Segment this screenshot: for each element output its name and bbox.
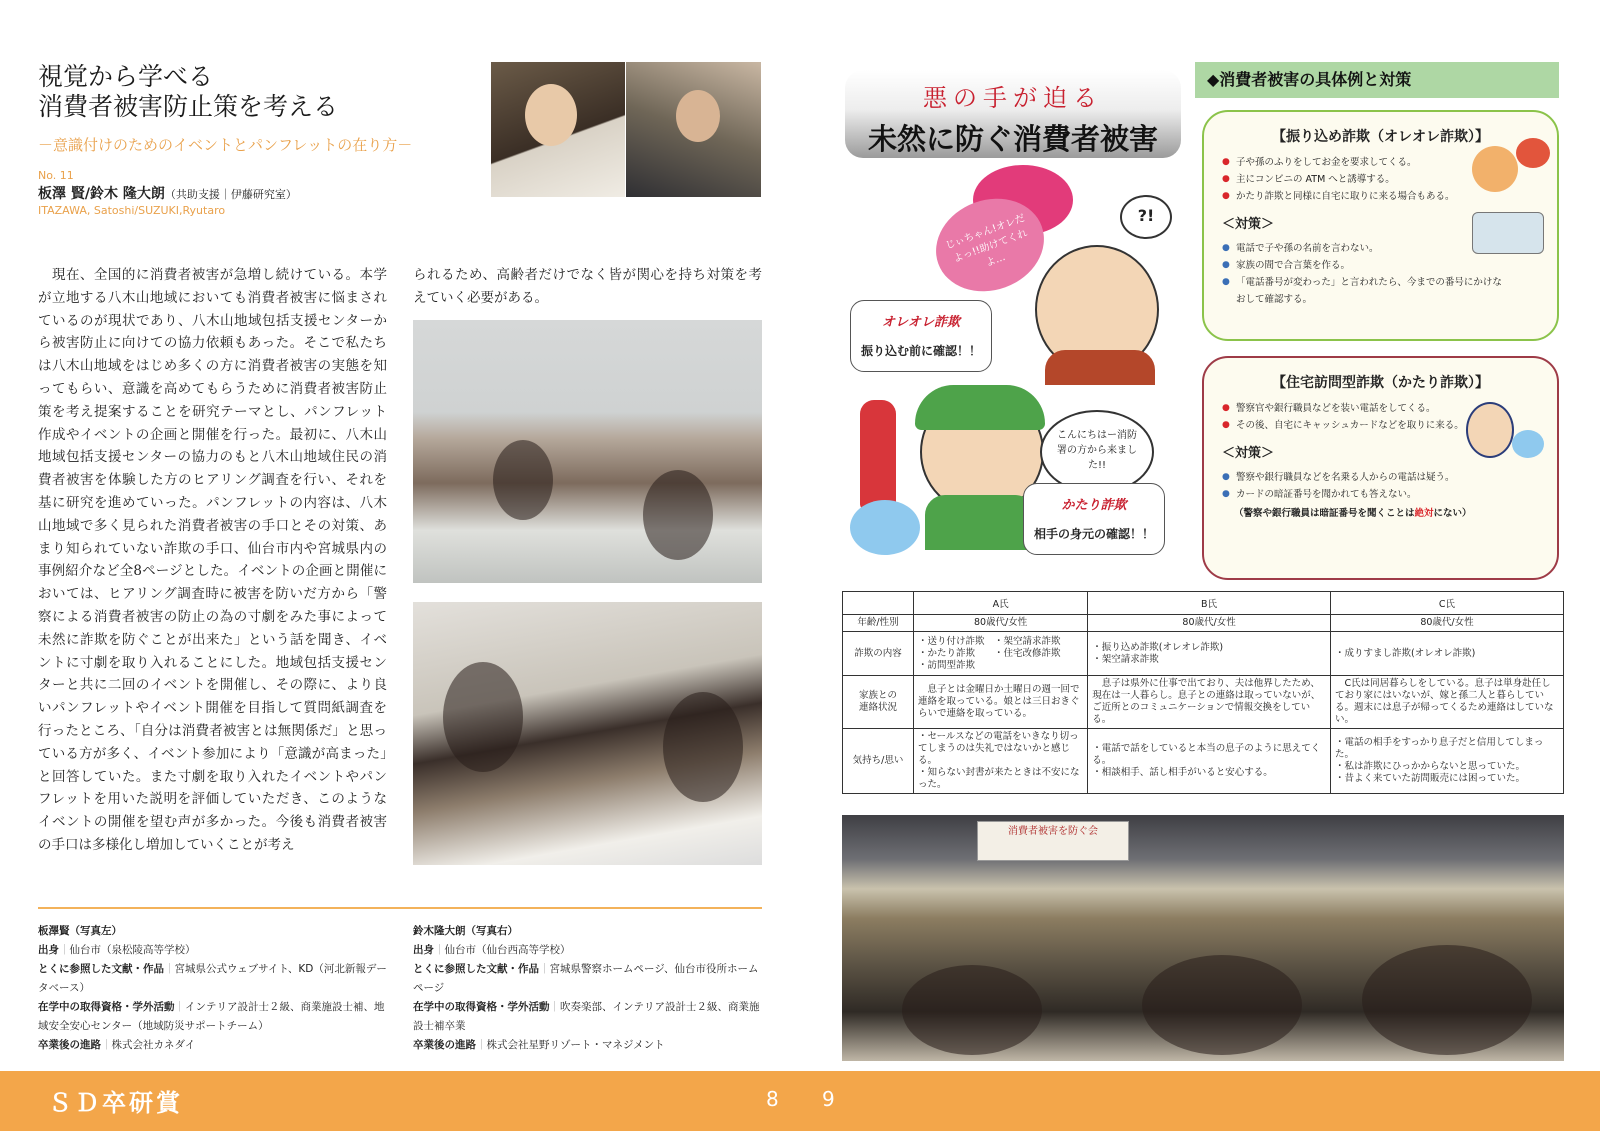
table-cell: ・電話の相手をすっかり息子だと信用してしまった。 ・私は詐欺にひっかからないと思っていた。 ・昔よく来ていた訪問販売には困っていた。 (1330, 729, 1563, 794)
case-table (842, 591, 1564, 794)
bio-right (413, 922, 768, 1055)
bio-references: とくに参照した文献・作品｜宮城県警察ホームページ、仙台市役所ホームページ (413, 963, 759, 994)
table-header: A氏 (914, 592, 1088, 615)
bubble-ore-ore-title: オレオレ詐欺 (881, 315, 960, 330)
table-header: B氏 (1088, 592, 1331, 615)
section-header (1195, 62, 1559, 98)
row-label: 年齢/性別 (843, 615, 914, 632)
box-furikome-title: 【振り込め詐欺（オレオレ詐欺）】 (1272, 129, 1489, 145)
list-item: ● 家族の間で合言葉を作る。 (1222, 257, 1502, 274)
bio-activities: 在学中の取得資格・学外活動｜インテリア設計士２級、商業施設士補、地域安全安心センター（地域防災サポートチーム） (38, 1001, 385, 1032)
table-cell: 80歳代/女性 (1088, 615, 1331, 632)
section-title: ◆消費者被害の具体例と対策 (1207, 70, 1412, 89)
audience-group (1362, 945, 1532, 1055)
table-cell: ・成りすまし詐欺(オレオレ詐欺) (1330, 632, 1563, 676)
elderly-man-shirt (1045, 350, 1155, 385)
fire-extinguisher-icon (860, 400, 896, 510)
bio-name: 鈴木隆大朗（写真右） (413, 925, 518, 937)
bio-left (38, 922, 393, 1055)
table-header: C氏 (1330, 592, 1563, 615)
article-title-line2: 消費者被害防止策を考える (38, 92, 339, 121)
list-item: ● かたり詐欺と同様に自宅に取りに来る場合もある。 (1222, 188, 1557, 205)
table-cell: 息子とは金曜日か土曜日の週一回で連絡を取っている。娘とは三日おきぐらいで連絡を取っている。 (914, 676, 1088, 729)
photo-figure (443, 662, 523, 772)
author-names: 板澤 賢/鈴木 隆大朗 (38, 186, 165, 202)
bubble-katari-title: かたり詐欺 (1061, 498, 1127, 513)
visitor-speech-bubble: こんにちはー消防署の方から来ました!! (1040, 410, 1154, 494)
table-row (843, 632, 1564, 676)
child-icon (1472, 146, 1518, 192)
box-furikome-measures (1222, 240, 1502, 308)
row-label: 詐欺の内容 (843, 632, 914, 676)
audience-group (1142, 955, 1302, 1055)
audience-group (902, 965, 1042, 1055)
table-cell: 息子は県外に仕事で出ており、夫は他界したため、現在は一人暮らし。息子との連絡は取っていないが、ご近所とのコミュニケーションで情報交換をしている。 (1088, 676, 1331, 729)
page-number-left: 8 (766, 1087, 779, 1111)
bio-references: とくに参照した文献・作品｜宮城県公式ウェブサイト、KD（河北新報データベース） (38, 963, 387, 994)
bio-activities: 在学中の取得資格・学外活動｜吹奏楽部、インテリア設計士２級、商業施設士補卒業 (413, 1001, 760, 1032)
page-footer (0, 1071, 1600, 1131)
box-furikome (1202, 110, 1559, 341)
event-photo (842, 815, 1564, 1061)
surprise-bubble: ?! (1120, 195, 1172, 239)
list-item: ● 警察官や銀行職員などを装い電話をしてくる。 (1222, 400, 1557, 417)
bubble-ore-ore-text: 振り込む前に確認！！ (860, 344, 981, 358)
bio-career: 卒業後の進路｜株式会社カネダイ (38, 1039, 196, 1051)
table-cell: ・セールスなどの電話をいきなり切ってしまうのは失礼ではないかと感じる。 ・知らない封書が来たときは不安になった。 (914, 729, 1088, 794)
row-label: 家族との 連絡状況 (843, 676, 914, 729)
portrait-face (676, 90, 720, 142)
table-row (843, 676, 1564, 729)
bubble-katari (1023, 483, 1165, 555)
body-text-column-2: られるため、高齢者だけでなく皆が関心を持ち対策を考えていく必要がある。 (413, 267, 762, 306)
phone-speech-bubble: じぃちゃん!オレだよっ!!助けてくれよ… (923, 184, 1057, 306)
box-furikome-measure-label: ＜対策＞ (1222, 217, 1275, 232)
table-cell: C氏は同居暮らしをしている。息子は単身赴任しており家にはいないが、嫁と孫二人と暮らしている。週末には息子が帰ってくるため連絡はしていない。 (1330, 676, 1563, 729)
police-officer-icon (1466, 402, 1514, 458)
bio-name: 板澤賢（写真左） (38, 925, 122, 937)
list-item: ● 「電話番号が変わった」と言われたら、今までの番号にかけなおして確認する。 (1222, 274, 1502, 308)
bio-birth: 出身｜仙台市（泉松陵高等学校） (38, 944, 196, 956)
list-item: ● その後、自宅にキャッシュカードなどを取りに来る。 (1222, 417, 1557, 434)
pamphlet-illustration (845, 160, 1185, 565)
table-cell: 80歳代/女性 (914, 615, 1088, 632)
list-item: ● 電話で子や孫の名前を言わない。 (1222, 240, 1502, 257)
table-cell: ・電話で話をしていると本当の息子のように思えてくる。 ・相談相手、話し相手がいると安心する。 (1088, 729, 1331, 794)
article-subtitle: －意識付けのためのイベントとパンフレットの在り方－ (38, 136, 413, 154)
photo-figure (663, 692, 743, 802)
authors (38, 183, 458, 203)
table-row (843, 615, 1564, 632)
portrait-face (525, 84, 577, 146)
table-row (843, 729, 1564, 794)
banner-tagline: 悪の手が迫る (923, 84, 1103, 112)
row-label: 気持ち/思い (843, 729, 914, 794)
blue-monster-icon (850, 500, 920, 555)
photo-figure (643, 470, 713, 560)
author-photo-right (626, 62, 761, 197)
box-katari (1202, 356, 1559, 580)
body-text-column-1: 現在、全国的に消費者被害が急増し続けている。本学が立地する八木山地域においても消費者被害に悩まされているのが現状であり、八木山地域包括支援センターから被害防止に向けての協力依頼もあった。そこで私たちは八木山地域をはじめ多くの方に消費者被害の実態を知ってもらい、意識を高めてもらうために消費者被害防止策を考え提案することを研究テーマとし、パンフレット作成やイベントの企画と開催を行った。最初に、八木山地域包括支援センターの協力のもと八木山地域住民の消費者被害を体験した方のヒアリング調査を行い、それを基に研究を進めていった。パンフレットの内容は、八木山地域で多く見られた消費者被害の手口とその対策、あまり知られていない詐欺の手口、仙台市内や宮城県内の事例紹介など全8ページとした。イベントの企画と開催においては、ヒアリング調査時に被害を防いだ方から「警察による消費者被害の防止の為の寸劇をみた事によって未然に詐欺を防ぐことが出来た」という話を聞き、イベントに寸劇を取り入れることにした。地域包括支援センターと共に二回のイベントを開催し、その際に、より良いパンフレットやイベント開催を目指して質問紙調査を行ったところ、「自分は消費者被害とは無関係だ」と思っている方が多く、イベント参加により「意識が高まった」と回答していた。また寸劇を取り入れたイベントやパンフレットを用いた説明を評価していただき、このようなイベントの開催を望む声が多かった。今後も消費者被害の手口は多様化し増加していくことが考え (38, 267, 387, 853)
interview-photo (413, 602, 762, 865)
firefighter-uniform (925, 495, 1035, 550)
list-item: ● 子や孫のふりをしてお金を要求してくる。 (1222, 154, 1557, 171)
table-header-row (843, 592, 1564, 615)
issue-number: No. 11 (38, 169, 74, 182)
banner-title: 未然に防ぐ消費者被害 (867, 122, 1158, 156)
page-number-right: 9 (822, 1087, 835, 1111)
footer-brand: ＳＤ卒研賞 (48, 1089, 183, 1117)
table-header (843, 592, 914, 615)
article-header (38, 62, 458, 217)
devil-icon (1516, 138, 1550, 168)
authors-romaji: ITAZAWA, Satoshi/SUZUKI,Ryutaro (38, 204, 226, 217)
bubble-katari-text: 相手の身元の確認！！ (1033, 527, 1154, 541)
list-item: ● 警察や銀行職員などを名乗る人からの電話は疑う。 (1222, 469, 1557, 486)
box-katari-title: 【住宅訪問型詐欺（かたり詐欺）】 (1272, 375, 1489, 391)
affiliation: （共助支援｜伊藤研究室） (164, 188, 297, 201)
box-katari-measures (1222, 469, 1557, 503)
table-cell: 80歳代/女性 (1330, 615, 1563, 632)
table-cell: ・振り込め詐欺(オレオレ詐欺) ・架空請求詐欺 (1088, 632, 1331, 676)
photo-figure (493, 440, 553, 520)
section-divider (38, 907, 762, 909)
firefighter-cap (915, 385, 1045, 430)
table-cell: ・送り付け詐欺 ・架空請求詐欺 ・かたり詐欺 ・住宅改修詐欺 ・訪問型詐欺 (914, 632, 1088, 676)
workshop-photo (413, 320, 762, 583)
bio-birth: 出身｜仙台市（仙台西高等学校） (413, 944, 571, 956)
blue-monster-icon (1512, 430, 1544, 458)
pamphlet-banner (845, 70, 1181, 158)
article-title-line1: 視覚から学べる (38, 62, 214, 91)
bio-career: 卒業後の進路｜株式会社星野リゾート・マネジメント (413, 1039, 665, 1051)
list-item: ● カードの暗証番号を聞かれても答えない。 (1222, 486, 1557, 503)
author-photo-left (491, 62, 625, 197)
list-item: ● 主にコンビニの ATM へと誘導する。 (1222, 171, 1557, 188)
box-katari-measure-label: ＜対策＞ (1222, 446, 1275, 461)
bubble-ore-ore (850, 300, 992, 372)
event-sign: 消費者被害を防ぐ会 (977, 821, 1129, 861)
box-katari-note: （警察や銀行職員は暗証番号を聞くことは絶対にない） (1234, 508, 1472, 519)
atm-icon (1472, 212, 1544, 254)
